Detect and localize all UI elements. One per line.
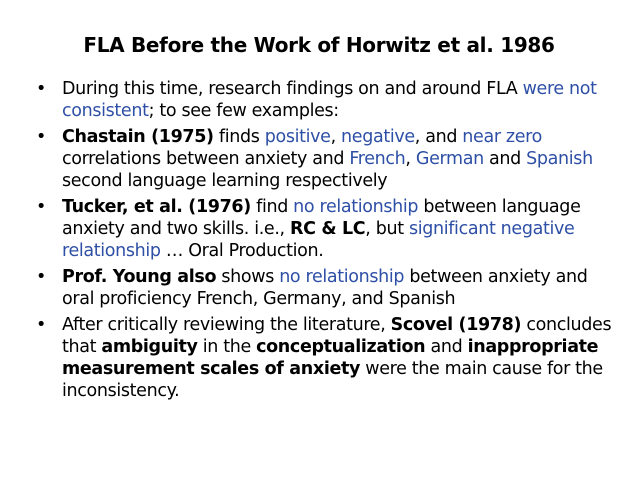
- text-run: … Oral Production.: [160, 241, 324, 261]
- text-run: , and: [414, 127, 463, 147]
- text-run: finds: [213, 127, 265, 147]
- bullet-item: [36, 78, 616, 122]
- bold-text-run: Prof. Young also: [62, 267, 217, 287]
- text-run: and: [425, 337, 468, 357]
- bold-text-run: inappropriate measurement scales of anxiety: [62, 337, 599, 379]
- highlighted-text-run: were not consistent: [62, 79, 597, 121]
- text-run: concludes that: [62, 315, 612, 357]
- highlighted-text-run: German: [415, 149, 484, 169]
- text-run: During this time, research findings on and around FLA: [62, 79, 523, 99]
- text-run: between language anxiety and two skills. i.e.,: [62, 197, 581, 239]
- text-run: between anxiety and oral proficiency French, Germany, and Spanish: [62, 267, 588, 309]
- bullet-text: [62, 267, 587, 309]
- bullet-item: [36, 126, 616, 192]
- highlighted-text-run: near zero: [462, 127, 542, 147]
- text-run: , but: [365, 219, 409, 239]
- bullet-text: [62, 127, 593, 191]
- bold-text-run: ambiguity: [101, 337, 198, 357]
- bold-text-run: conceptualization: [256, 337, 426, 357]
- bold-text-run: RC & LC: [289, 219, 366, 239]
- bold-text-run: Scovel (1978): [390, 315, 522, 335]
- text-run: were the main cause for the inconsistency.: [62, 359, 603, 401]
- highlighted-text-run: negative: [341, 127, 415, 147]
- highlighted-text-run: significant negative relationship: [62, 219, 575, 261]
- bold-text-run: Chastain (1975): [62, 127, 214, 147]
- text-run: correlations between anxiety and: [62, 149, 350, 169]
- bullet-text: [62, 79, 597, 121]
- slide-title: FLA Before the Work of Horwitz et al. 1986: [83, 33, 555, 57]
- text-run: ,: [330, 127, 342, 147]
- text-run: and: [483, 149, 527, 169]
- text-run: find: [250, 197, 294, 217]
- highlighted-text-run: positive: [264, 127, 331, 147]
- text-run: shows: [216, 267, 280, 287]
- text-run: in the: [197, 337, 257, 357]
- bold-text-run: Tucker, et al. (1976): [62, 197, 251, 217]
- text-run: After critically reviewing the literature,: [62, 315, 391, 335]
- bullet-text: [62, 315, 611, 401]
- text-run: ,: [405, 149, 416, 169]
- text-run: ; to see few examples:: [148, 101, 339, 121]
- bullet-text: [62, 197, 580, 261]
- text-run: second language learning respectively: [62, 171, 388, 191]
- bullet-item: [36, 196, 616, 262]
- highlighted-text-run: no relationship: [279, 267, 405, 287]
- bullet-item: [36, 314, 616, 402]
- bullet-item: [36, 266, 616, 310]
- highlighted-text-run: no relationship: [293, 197, 419, 217]
- highlighted-text-run: Spanish: [526, 149, 593, 169]
- highlighted-text-run: French: [349, 149, 406, 169]
- bullet-list: [36, 78, 616, 406]
